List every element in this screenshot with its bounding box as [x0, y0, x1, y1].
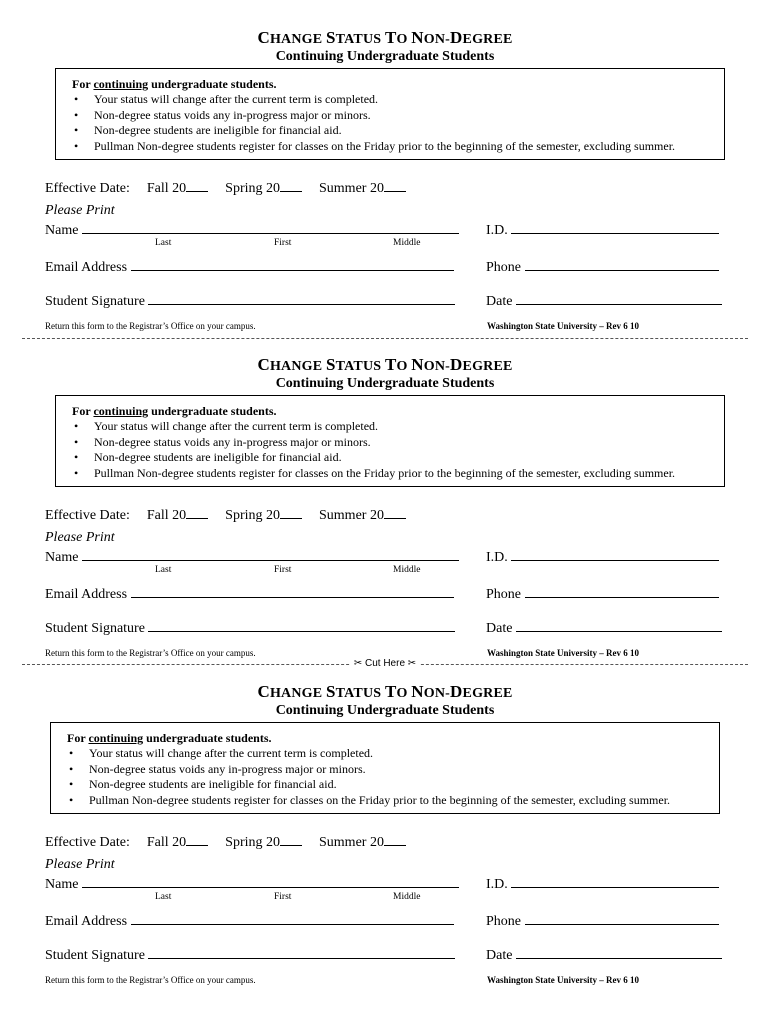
id-label: I.D.: [486, 877, 508, 892]
id-field[interactable]: [511, 873, 719, 888]
info-lead: For continuing undergraduate students.: [67, 731, 272, 745]
effective-date-label: Effective Date:: [45, 835, 130, 850]
id-field[interactable]: [511, 546, 719, 561]
bullet-icon: •: [74, 92, 79, 106]
signature-row: [45, 290, 455, 311]
bullet-icon: •: [69, 792, 74, 807]
return-instructions: Return this form to the Registrar’s Office on your campus.: [45, 648, 256, 658]
signature-label: Student Signature: [45, 294, 145, 309]
cut-here-label: ✂ Cut Here ✂: [0, 658, 770, 670]
id-row: [486, 219, 719, 240]
info-lead: For continuing undergraduate students.: [72, 404, 277, 418]
wsu-revision: Washington State University – Rev 6 10: [487, 648, 640, 658]
email-row: [45, 910, 454, 931]
summer-label: Summer 20: [319, 508, 384, 523]
spring-label: Spring 20: [225, 835, 280, 850]
id-row: [486, 546, 719, 567]
return-instructions: Return this form to the Registrar’s Office on your campus.: [45, 975, 256, 985]
spring-label: Spring 20: [225, 181, 280, 196]
bullet-icon: •: [74, 434, 79, 449]
effective-date-row: [45, 831, 406, 852]
middle-caption: Middle: [393, 892, 421, 902]
info-bullet: • Pullman Non-degree students register for classes on the Friday prior to the beginning of the semester, excluding summer.: [74, 465, 676, 480]
info-bullet: • Your status will change after the current term is completed.: [74, 92, 379, 106]
phone-label: Phone: [486, 914, 521, 929]
wsu-revision: Washington State University – Rev 6 10: [487, 321, 640, 331]
summer-year-field[interactable]: [384, 504, 406, 519]
signature-label: Student Signature: [45, 948, 145, 963]
signature-field[interactable]: [148, 290, 455, 305]
bullet-icon: •: [74, 123, 79, 138]
return-instructions: Return this form to the Registrar’s Office on your campus.: [45, 321, 256, 331]
id-label: I.D.: [486, 223, 508, 238]
bullet-icon: •: [74, 138, 79, 153]
email-label: Email Address: [45, 260, 128, 275]
date-row: [486, 290, 722, 311]
summer-year-field[interactable]: [384, 831, 406, 846]
info-bullet: • Your status will change after the current term is completed.: [74, 419, 379, 433]
summer-year-field[interactable]: [384, 177, 406, 192]
date-field[interactable]: [516, 290, 722, 305]
bullet-icon: •: [69, 777, 74, 792]
phone-row: [486, 256, 719, 277]
bullet-icon: •: [74, 419, 79, 433]
info-box: [55, 68, 725, 160]
effective-date-row: [45, 504, 406, 525]
bullet-icon: •: [74, 107, 79, 122]
summer-label: Summer 20: [319, 835, 384, 850]
email-label: Email Address: [45, 587, 128, 602]
middle-caption: Middle: [393, 565, 421, 575]
form-subtitle: Continuing Undergraduate Students: [275, 49, 495, 64]
spring-year-field[interactable]: [280, 831, 302, 846]
bullet-icon: •: [74, 465, 79, 480]
middle-caption: Middle: [393, 238, 421, 248]
signature-label: Student Signature: [45, 621, 145, 636]
info-bullet: • Pullman Non-degree students register for classes on the Friday prior to the beginning of the semester, excluding summer.: [74, 138, 676, 153]
fall-year-field[interactable]: [186, 177, 208, 192]
first-caption: First: [274, 565, 292, 575]
phone-field[interactable]: [525, 910, 719, 925]
change-status-form-3: [0, 654, 770, 985]
phone-field[interactable]: [525, 583, 719, 598]
spring-year-field[interactable]: [280, 504, 302, 519]
id-field[interactable]: [511, 219, 719, 234]
id-label: I.D.: [486, 550, 508, 565]
info-bullet: • Non-degree students are ineligible for financial aid.: [74, 123, 342, 138]
info-box: [50, 722, 720, 814]
name-label: Name: [45, 877, 79, 892]
name-field[interactable]: [82, 873, 459, 888]
name-field[interactable]: [82, 219, 459, 234]
effective-date-row: [45, 177, 406, 198]
last-caption: Last: [155, 238, 172, 248]
fall-label: Fall 20: [146, 508, 187, 523]
phone-label: Phone: [486, 587, 521, 602]
spring-year-field[interactable]: [280, 177, 302, 192]
name-label: Name: [45, 223, 79, 238]
last-caption: Last: [155, 892, 172, 902]
date-label: Date: [486, 621, 513, 636]
info-bullet: • Non-degree status voids any in-progress major or minors.: [74, 107, 371, 122]
fall-year-field[interactable]: [186, 504, 208, 519]
info-list: [72, 419, 675, 481]
phone-row: [486, 583, 719, 604]
please-print: Please Print: [45, 857, 115, 872]
effective-date-label: Effective Date:: [45, 181, 130, 196]
signature-row: [45, 944, 455, 965]
info-bullet: • Non-degree status voids any in-progress major or minors.: [69, 761, 366, 776]
info-bullet: • Non-degree status voids any in-progress major or minors.: [74, 434, 371, 449]
signature-row: [45, 617, 455, 638]
phone-row: [486, 910, 719, 931]
form-title: CHANGE STATUS TO NON-DEGREE: [257, 28, 513, 47]
email-row: [45, 256, 454, 277]
info-list: [72, 92, 675, 154]
form-title: CHANGE STATUS TO NON-DEGREE: [257, 682, 513, 701]
summer-label: Summer 20: [319, 181, 384, 196]
change-status-form-1: [0, 0, 770, 331]
date-row: [486, 944, 722, 965]
info-bullet: • Pullman Non-degree students register for classes on the Friday prior to the beginning of the semester, excluding summer.: [69, 792, 671, 807]
email-field[interactable]: [131, 256, 454, 271]
name-label: Name: [45, 550, 79, 565]
last-caption: Last: [155, 565, 172, 575]
spring-label: Spring 20: [225, 508, 280, 523]
first-caption: First: [274, 892, 292, 902]
fall-year-field[interactable]: [186, 831, 208, 846]
please-print: Please Print: [45, 203, 115, 218]
signature-field[interactable]: [148, 617, 455, 632]
form-subtitle: Continuing Undergraduate Students: [275, 703, 495, 718]
form-title: CHANGE STATUS TO NON-DEGREE: [257, 355, 513, 374]
id-row: [486, 873, 719, 894]
effective-date-label: Effective Date:: [45, 508, 130, 523]
please-print: Please Print: [45, 530, 115, 545]
info-bullet: • Your status will change after the current term is completed.: [69, 746, 374, 760]
info-box: [55, 395, 725, 487]
info-bullet: • Non-degree students are ineligible for financial aid.: [69, 777, 337, 792]
email-field[interactable]: [131, 583, 454, 598]
bullet-icon: •: [69, 761, 74, 776]
info-list: [67, 746, 670, 808]
name-field[interactable]: [82, 546, 459, 561]
wsu-revision: Washington State University – Rev 6 10: [487, 975, 640, 985]
signature-field[interactable]: [148, 944, 455, 959]
info-lead: For continuing undergraduate students.: [72, 77, 277, 91]
first-caption: First: [274, 238, 292, 248]
date-row: [486, 617, 722, 638]
email-field[interactable]: [131, 910, 454, 925]
email-label: Email Address: [45, 914, 128, 929]
phone-field[interactable]: [525, 256, 719, 271]
date-label: Date: [486, 948, 513, 963]
fall-label: Fall 20: [146, 835, 187, 850]
email-row: [45, 583, 454, 604]
date-field[interactable]: [516, 617, 722, 632]
phone-label: Phone: [486, 260, 521, 275]
bullet-icon: •: [74, 450, 79, 465]
change-status-form-2: [0, 327, 770, 658]
date-label: Date: [486, 294, 513, 309]
info-bullet: • Non-degree students are ineligible for financial aid.: [74, 450, 342, 465]
date-field[interactable]: [516, 944, 722, 959]
bullet-icon: •: [69, 746, 74, 760]
form-subtitle: Continuing Undergraduate Students: [275, 376, 495, 391]
fall-label: Fall 20: [146, 181, 187, 196]
